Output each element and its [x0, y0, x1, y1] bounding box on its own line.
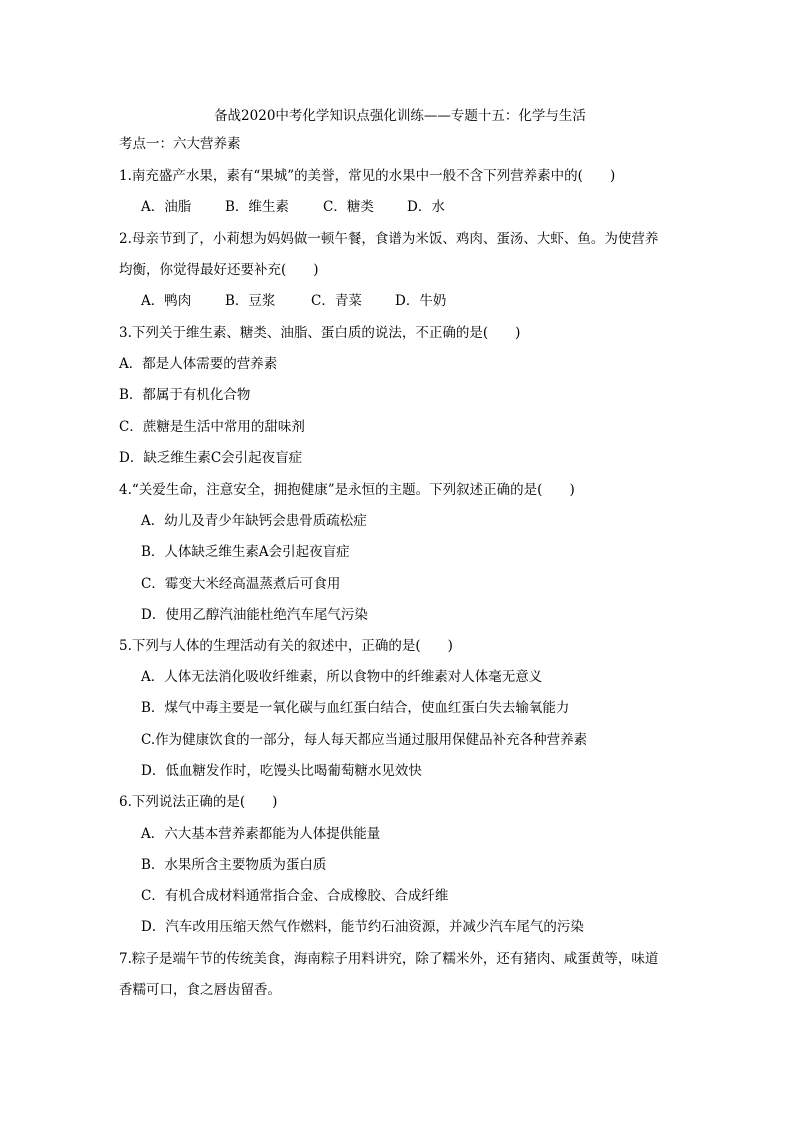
question-5-option-a: A．人体无法消化吸收纤维素，所以食物中的纤维素对人体毫无意义	[141, 669, 543, 685]
question-3-option-d: D．缺乏维生素C会引起夜盲症	[119, 450, 303, 466]
question-1-options	[141, 198, 445, 216]
question-7-stem-line-1: 7.粽子是端午节的传统美食，海南粽子用料讲究，除了糯米外，还有猪肉、咸蛋黄等，味道	[119, 951, 659, 967]
question-3-stem: 3.下列关于维生素、糖类、油脂、蛋白质的说法，不正确的是( )	[119, 325, 521, 341]
question-2-option-c: C．青菜	[311, 293, 362, 309]
question-5-option-b: B．煤气中毒主要是一氧化碳与血红蛋白结合，使血红蛋白失去输氧能力	[141, 700, 570, 716]
question-3-option-c: C．蔗糖是生活中常用的甜味剂	[119, 419, 305, 435]
question-1-option-b: B．维生素	[225, 199, 289, 215]
document-title: 备战2020中考化学知识点强化训练——专题十五：化学与生活	[214, 108, 586, 124]
question-7-stem-line-2: 香糯可口，食之唇齿留香。	[119, 982, 281, 998]
question-6-stem: 6.下列说法正确的是( )	[119, 794, 278, 810]
section-heading: 考点一：六大营养素	[119, 136, 241, 152]
question-4-option-c: C．霉变大米经高温蒸煮后可食用	[141, 576, 341, 592]
question-4-stem: 4.“关爱生命，注意安全，拥抱健康”是永恒的主题。下列叙述正确的是( )	[119, 482, 575, 498]
question-4-option-a: A．幼儿及青少年缺钙会患骨质疏松症	[141, 513, 367, 529]
question-2-option-a: A．鸭肉	[141, 293, 192, 309]
question-2-options	[141, 292, 446, 310]
question-1-option-c: C．糖类	[323, 199, 374, 215]
question-1-stem: 1.南充盛产水果，素有“果城”的美誉，常见的水果中一般不含下列营养素中的( )	[119, 168, 616, 184]
question-4-option-b: B．人体缺乏维生素A会引起夜盲症	[141, 544, 350, 560]
question-3-option-b: B．都属于有机化合物	[119, 387, 251, 403]
question-1-option-d: D．水	[407, 199, 445, 215]
question-5-option-c: C.作为健康饮食的一部分，每人每天都应当通过服用保健品补充各种营养素	[141, 732, 588, 748]
question-5-option-d: D．低血糖发作时，吃馒头比喝葡萄糖水见效快	[141, 763, 422, 779]
question-4-option-d: D．使用乙醇汽油能杜绝汽车尾气污染	[141, 607, 368, 623]
question-6-option-d: D．汽车改用压缩天然气作燃料，能节约石油资源，并减少汽车尾气的污染	[141, 919, 584, 935]
question-2-option-b: B．豆浆	[225, 293, 276, 309]
question-2-stem-line-2: 均衡，你觉得最好还要补充( )	[119, 262, 319, 278]
question-6-option-c: C．有机合成材料通常指合金、合成橡胶、合成纤维	[141, 888, 449, 904]
question-1-option-a: A．油脂	[141, 199, 192, 215]
question-2-option-d: D．牛奶	[395, 293, 447, 309]
question-6-option-a: A．六大基本营养素都能为人体提供能量	[141, 826, 381, 842]
question-6-option-b: B．水果所含主要物质为蛋白质	[141, 857, 327, 873]
question-2-stem-line-1: 2.母亲节到了，小莉想为妈妈做一顿午餐，食谱为米饭、鸡肉、蛋汤、大虾、鱼。为使营养	[119, 231, 659, 247]
question-3-option-a: A．都是人体需要的营养素	[119, 356, 278, 372]
question-5-stem: 5.下列与人体的生理活动有关的叙述中，正确的是( )	[119, 638, 453, 654]
